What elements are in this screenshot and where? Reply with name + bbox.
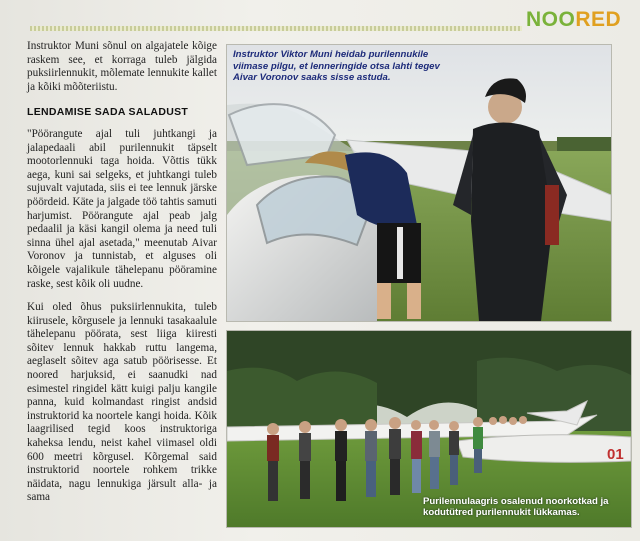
- article-subheading: LENDAMISE SADA SALADUST: [27, 106, 189, 119]
- article-quote: "Pöörangute ajal tuli juhtkangi ja jalapedaali abil purilennukit täpselt mootorlennuki taga hoida. Võttis tükk aega, kuni sai selgeks, et juhtkangi tuleb sujuvalt vajutada, siis ei tee lennuk järske pöördeid. Käte ja jalgade töö tahtis samuti harjumist. Pöörangute ajal peab jalg pedaalil ja käsi kangil olema ja need tuli sinna ühel ajal asetada," meenutab Aivar Voronov ja tunnistab, et alguses oli kõigele vajalikule tähelepanu pööramine raske, sest kõik oli uudne.: [27, 127, 217, 290]
- photo-group-pushing-glider-caption: Purilennulaagris osalenud noorkotkad ja kodutütred purilennukit lükkamas.: [423, 495, 609, 519]
- header-rule: [30, 26, 522, 31]
- section-logo: [526, 8, 621, 32]
- section-logo-part2: RED: [575, 8, 622, 31]
- photo-glider-cockpit: [226, 44, 612, 322]
- section-logo-part1: NOO: [526, 8, 576, 31]
- article-intro: Instruktor Muni sõnul on algajatele kõige raskem see, et korraga tuleb jälgida puksiirlennukit, mõlemate lennukite kallet ja kõiki mõõteriistu.: [27, 40, 217, 93]
- glider-tail-number: 01: [607, 446, 624, 463]
- photo-glider-cockpit-caption: Instruktor Viktor Muni heidab purilennukile viimase pilgu, et lenneringide otsa lahti tegev Aivar Voronov saaks sisse astuda.: [233, 49, 440, 84]
- article-column: [27, 40, 217, 515]
- photo-group-pushing-glider: [226, 330, 632, 528]
- article-body: Kui oled õhus puksiirlennukita, tuleb kiirusele, kõrgusele ja lennuki tasakaalule tähelepanu pöörata, sest liiga kiiresti sõitev lennuk hakkab ruttu langema, aeglaselt sõitev aga satub pöörisesse. Et noored harjuksid, ei saanudki nad esimestel ringidel kätt kuigi palju kangile panna, kuid kolmandast ringist andsid instruktorid ka noortele kangi hoida. Kõik laagrilised tegid koos instruktoriga kaheksa lendu, neist kahel viimasel oldi 600 meetri kõrgusel. Kõrgemal said instruktorid noortele rohkem trikke näidata, nagu lennukiga järsult alla- ja sama: [27, 301, 217, 504]
- photo-glider-cockpit-image: [227, 45, 611, 321]
